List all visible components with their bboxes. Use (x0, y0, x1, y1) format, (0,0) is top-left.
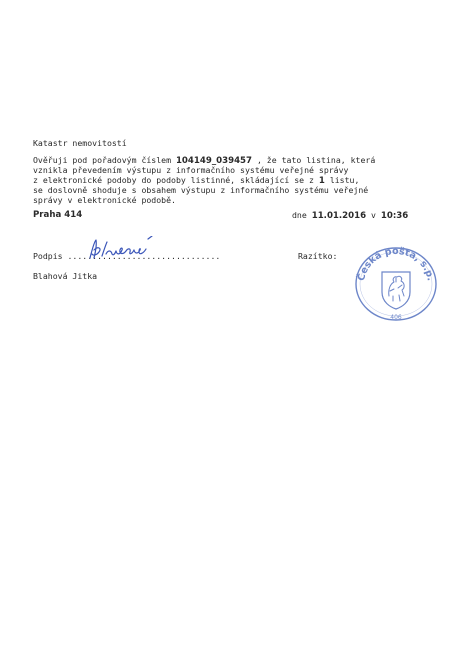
verification-text: z elektronické podoby do podoby listinné, skládající se z (33, 175, 319, 185)
serial-number: 104149_039457 (175, 156, 253, 166)
post-office-stamp (352, 244, 440, 324)
signature-label: Podpis (33, 251, 63, 261)
handwritten-signature (86, 236, 166, 262)
signer-name: Blahová Jitka (33, 271, 98, 281)
time-prefix: v (366, 210, 381, 220)
verification-text: , že tato listina, která (252, 155, 376, 165)
heading: Katastr nemovitostí (33, 138, 127, 148)
verification-text: listu, (324, 175, 360, 185)
office-place: Praha 414 (33, 210, 83, 220)
date-line (292, 210, 408, 221)
verification-line-4: se doslovně shoduje s obsahem výstupu z informačního systému veřejné (33, 185, 369, 195)
signature-dots: ............................... (62, 251, 221, 261)
date-value: 11.01.2016 (311, 211, 367, 221)
verification-line-2: vznikla převedením výstupu z informačního systému veřejné správy (33, 165, 349, 175)
date-prefix: dne (292, 210, 312, 220)
verification-text: Ověřuji pod pořadovým číslem (33, 155, 176, 165)
time-value: 10:36 (380, 211, 409, 221)
sheet-count: 1 (318, 176, 325, 186)
stamp-ring-text: Česká pošta, s.p. (356, 245, 436, 282)
verification-line-5: správy v elektronické podobě. (33, 195, 176, 205)
stamp-number: 406 (390, 314, 402, 321)
stamp-label: Razítko: (298, 251, 338, 261)
